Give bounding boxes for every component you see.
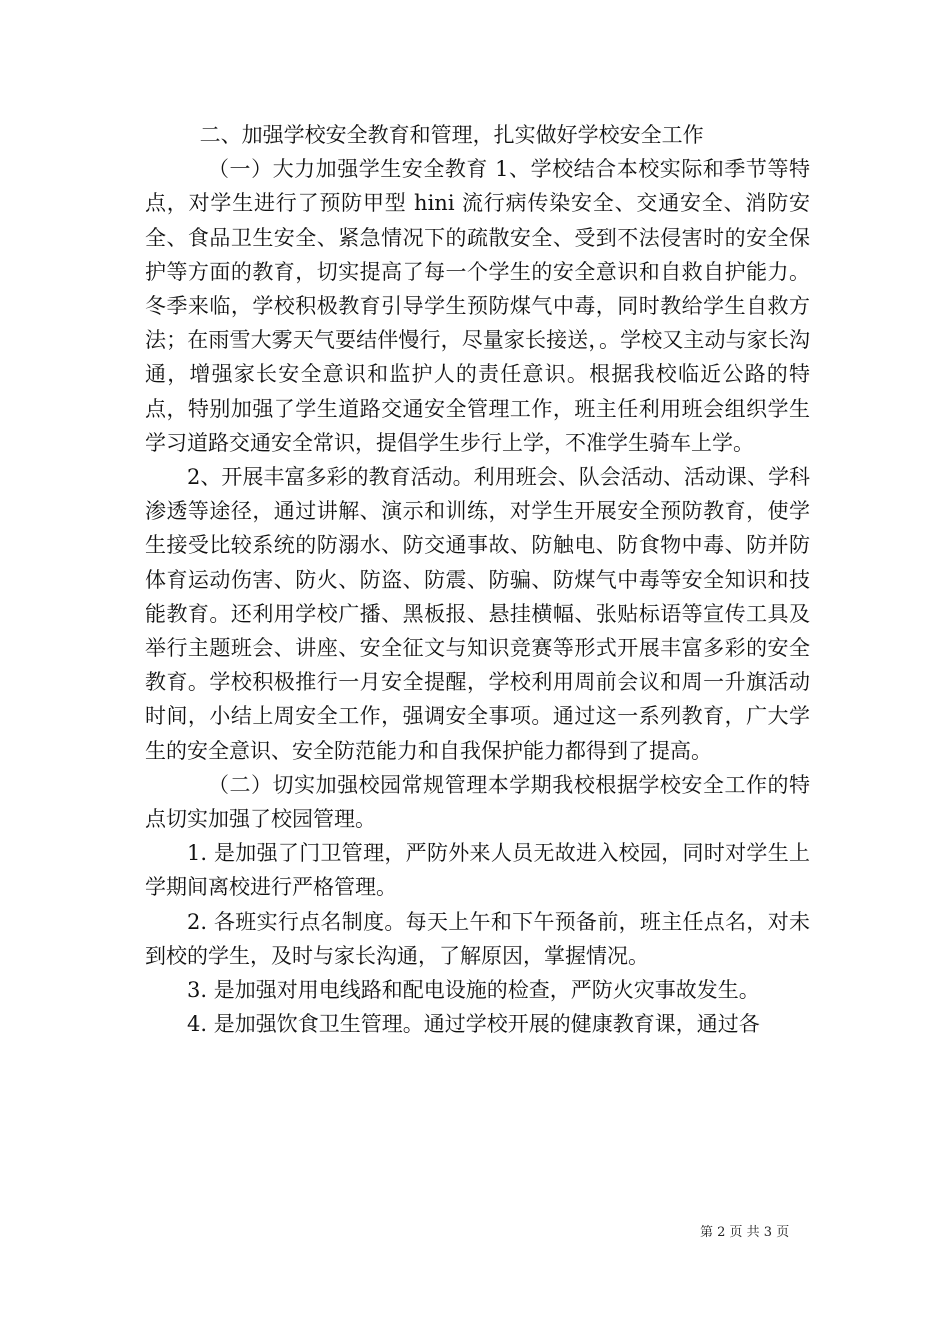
- list-item-gate-management: 1. 是加强了门卫管理，严防外来人员无故进入校园，同时对学生上学期间离校进行严格管理。: [145, 841, 810, 900]
- document-body: [145, 118, 810, 1041]
- section-heading: 二、加强学校安全教育和管理，扎实做好学校安全工作: [199, 123, 704, 147]
- page-number: 第 2 页 共 3 页: [700, 1225, 790, 1240]
- paragraph-activities: 2、开展丰富多彩的教育活动。利用班会、队会活动、活动课、学科渗透等途径，通过讲解、演示和训练，对学生开展安全预防教育，使学生接受比较系统的防溺水、防交通事故、防触电、防食物中毒、防并防体育运动伤害、防火、防盗、防震、防骗、防煤气中毒等安全知识和技能教育。还利用学校广播、黑板报、悬挂横幅、张贴标语等宣传工具及举行主题班会、讲座、安全征文与知识竞赛等形式开展丰富多彩的安全教育。学校积极推行一月安全提醒，学校利用周前会议和周一升旗活动时间，小结上周安全工作，强调安全事项。通过这一系列教育，广大学生的安全意识、安全防范能力和自我保护能力都得到了提高。: [145, 465, 810, 763]
- paragraph-safety-education: （一）大力加强学生安全教育 1、学校结合本校实际和季节等特点，对学生进行了预防甲型 hini 流行病传染安全、交通安全、消防安全、食品卫生安全、紧急情况下的疏散安全、受到不法侵害时的安全保护等方面的教育，切实提高了每一个学生的安全意识和自救自护能力。冬季来临，学校积极教育引导学生预防煤气中毒，同时教给学生自救方法；在雨雪大雾天气要结伴慢行，尽量家长接送，。学校又主动与家长沟通，增强家长安全意识和监护人的责任意识。根据我校临近公路的特点，特别加强了学生道路交通安全管理工作，班主任利用班会组织学生学习道路交通安全常识，提倡学生步行上学，不准学生骑车上学。: [145, 157, 810, 455]
- paragraph-campus-management: （二）切实加强校园常规管理本学期我校根据学校安全工作的特点切实加强了校园管理。: [145, 772, 810, 832]
- list-item-food-hygiene: 4. 是加强饮食卫生管理。通过学校开展的健康教育课，通过各: [187, 1012, 760, 1037]
- list-item-electrical-inspection: 3. 是加强对用电线路和配电设施的检查，严防火灾事故发生。: [187, 978, 760, 1003]
- list-item-roll-call: 2. 各班实行点名制度。每天上午和下午预备前，班主任点名，对未到校的学生，及时与家长沟通，了解原因，掌握情况。: [145, 909, 810, 968]
